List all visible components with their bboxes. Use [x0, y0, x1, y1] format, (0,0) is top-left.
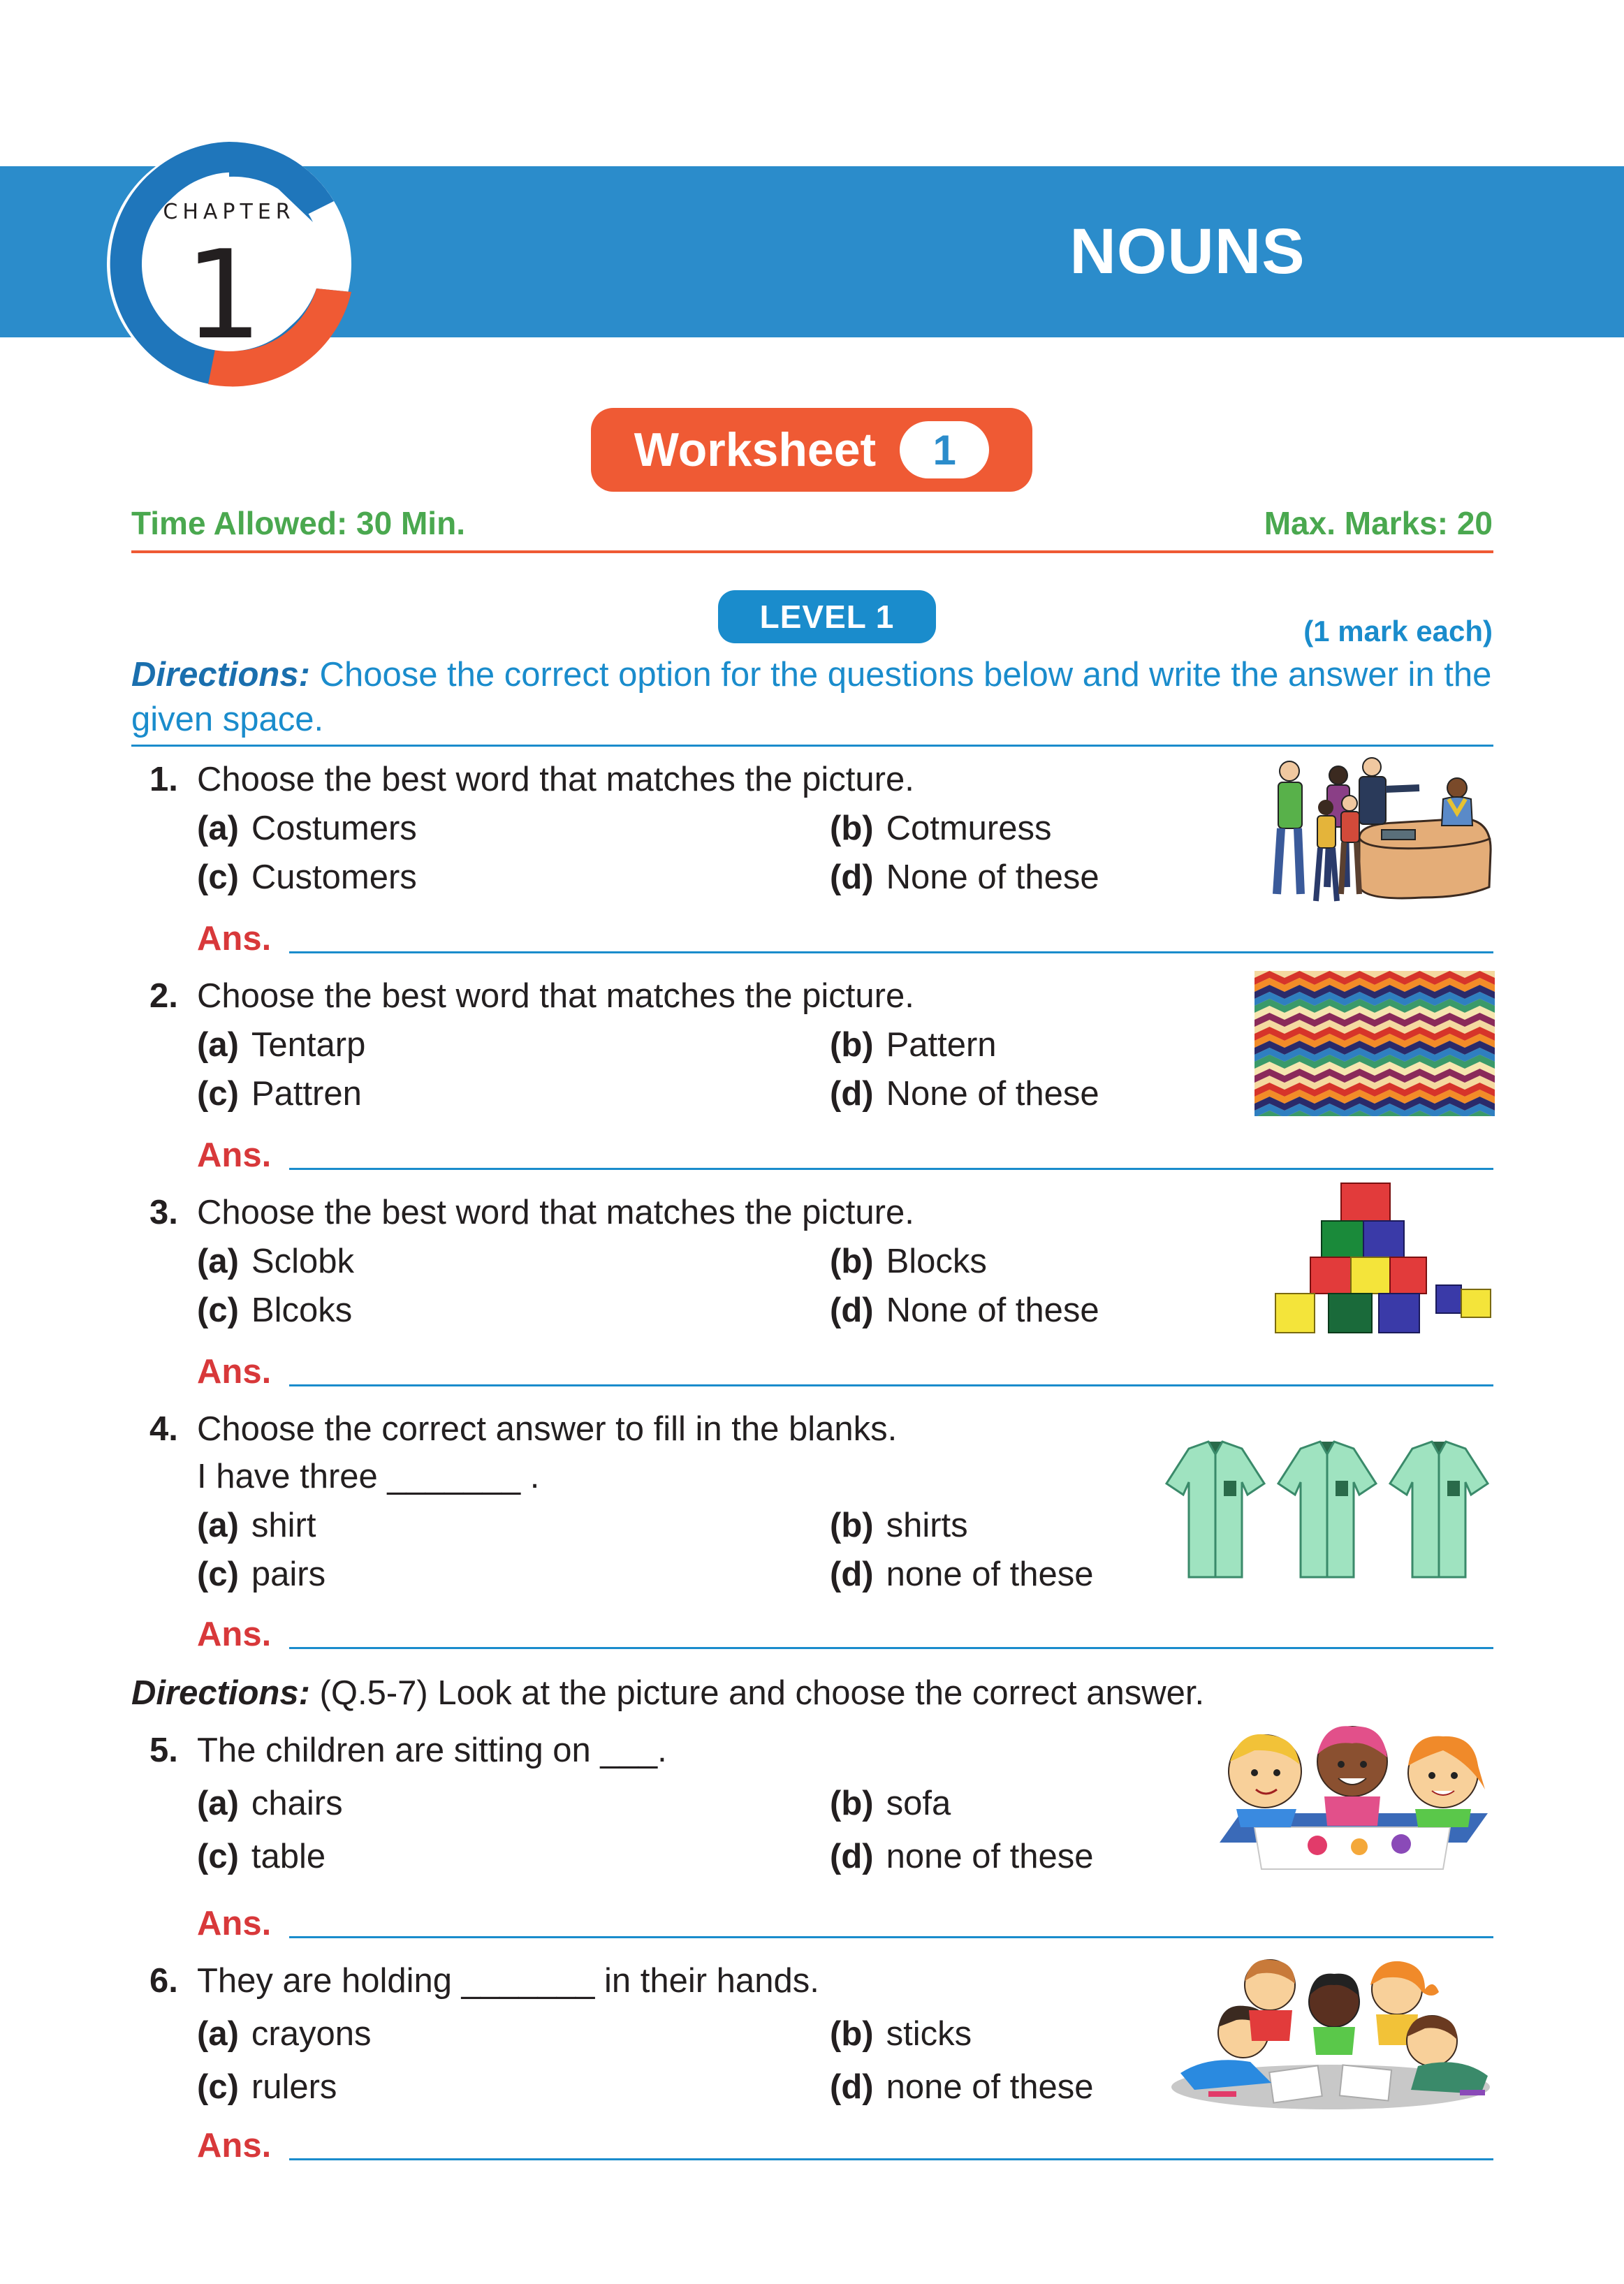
question-number: 3. — [149, 1194, 178, 1231]
option-d — [830, 2067, 1094, 2107]
option-text: table — [251, 1838, 326, 1875]
directions — [131, 1671, 1500, 1715]
option-a — [197, 809, 417, 848]
option-a — [197, 1784, 343, 1823]
answer-label: Ans. — [197, 920, 272, 958]
divider — [131, 550, 1493, 553]
answer-line[interactable] — [289, 1168, 1493, 1170]
option-d — [830, 1555, 1094, 1594]
answer-label: Ans. — [197, 1353, 272, 1391]
option-text: pairs — [251, 1555, 326, 1593]
option-key: (b) — [830, 1785, 874, 1822]
option-key: (a) — [197, 1785, 239, 1822]
directions — [131, 652, 1500, 742]
option-text: sofa — [886, 1785, 951, 1822]
answer-line[interactable] — [289, 1936, 1493, 1938]
worksheet-label: Worksheet — [634, 423, 877, 476]
question-stem: Choose the best word that matches the picture. — [197, 977, 914, 1015]
option-key: (a) — [197, 810, 239, 847]
option-b — [830, 809, 1051, 848]
answer-label: Ans. — [197, 1905, 272, 1942]
option-key: (d) — [830, 1075, 874, 1113]
option-text: shirts — [886, 1507, 968, 1544]
option-text: sticks — [886, 2015, 972, 2053]
children-lying-picture — [1166, 1950, 1495, 2112]
option-text: Pattern — [886, 1026, 997, 1064]
option-key: (a) — [197, 1507, 239, 1544]
question-number: 4. — [149, 1410, 178, 1448]
answer-line[interactable] — [289, 951, 1493, 953]
directions-text: Choose the correct option for the questions below and write the answer in the given space. — [131, 656, 1492, 738]
mark-note: (1 mark each) — [1303, 615, 1493, 647]
option-c — [197, 1555, 325, 1594]
option-key: (d) — [830, 1291, 874, 1329]
option-b — [830, 1784, 951, 1823]
option-key: (a) — [197, 1243, 239, 1280]
divider — [131, 745, 1493, 747]
option-text: none of these — [886, 1555, 1094, 1593]
option-c — [197, 1291, 352, 1330]
option-text: crayons — [251, 2015, 372, 2053]
option-text: None of these — [886, 1075, 1099, 1113]
option-key: (a) — [197, 2015, 239, 2053]
question-stem: Choose the best word that matches the picture. — [197, 1194, 914, 1231]
option-d — [830, 1074, 1099, 1113]
option-key: (d) — [830, 2068, 874, 2106]
option-b — [830, 2014, 972, 2054]
directions-lead: Directions: — [131, 656, 310, 694]
question-stem: Choose the best word that matches the picture. — [197, 761, 914, 798]
answer-line[interactable] — [289, 1384, 1493, 1386]
option-key: (b) — [830, 810, 874, 847]
pattern-picture — [1254, 971, 1495, 1116]
directions-lead: Directions: — [131, 1674, 310, 1712]
worksheet-badge — [591, 408, 1032, 492]
option-a — [197, 1506, 316, 1545]
question-number: 2. — [149, 977, 178, 1015]
option-b — [830, 1242, 987, 1281]
option-c — [197, 858, 417, 897]
level-badge: LEVEL 1 — [718, 590, 936, 643]
option-text: shirt — [251, 1507, 316, 1544]
option-key: (c) — [197, 1838, 239, 1875]
option-text: Tentarp — [251, 1026, 366, 1064]
option-key: (d) — [830, 1555, 874, 1593]
option-a — [197, 1242, 354, 1281]
children-drawing-picture — [1213, 1722, 1495, 1876]
question-stem-line2: I have three _______ . — [197, 1458, 540, 1495]
option-a — [197, 1025, 365, 1064]
question-stem: Choose the correct answer to fill in the blanks. — [197, 1410, 898, 1448]
option-text: Sclobk — [251, 1243, 354, 1280]
option-key: (c) — [197, 1555, 239, 1593]
chapter-title: NOUNS — [1069, 216, 1305, 287]
option-key: (d) — [830, 1838, 874, 1875]
worksheet-number: 1 — [900, 421, 989, 478]
option-text: Blocks — [886, 1243, 987, 1280]
option-key: (c) — [197, 1075, 239, 1113]
chapter-label: CHAPTER — [163, 200, 295, 224]
option-text: Customers — [251, 858, 417, 896]
question-number: 5. — [149, 1732, 178, 1769]
option-text: Pattren — [251, 1075, 362, 1113]
option-text: none of these — [886, 2068, 1094, 2106]
option-text: none of these — [886, 1838, 1094, 1875]
answer-line[interactable] — [289, 1647, 1493, 1649]
answer-label: Ans. — [197, 1136, 272, 1174]
option-key: (c) — [197, 2068, 239, 2106]
question-stem: The children are sitting on ___. — [197, 1732, 667, 1769]
question-number: 1. — [149, 761, 178, 798]
option-key: (c) — [197, 858, 239, 896]
option-text: Cotmuress — [886, 810, 1052, 847]
question-stem: They are holding _______ in their hands. — [197, 1962, 819, 2000]
option-key: (b) — [830, 1243, 874, 1280]
option-d — [830, 858, 1099, 897]
option-b — [830, 1506, 968, 1545]
question-number: 6. — [149, 1962, 178, 2000]
answer-label: Ans. — [197, 1616, 272, 1653]
option-text: chairs — [251, 1785, 343, 1822]
shirts-picture — [1160, 1437, 1495, 1581]
option-key: (c) — [197, 1291, 239, 1329]
option-key: (b) — [830, 1507, 874, 1544]
customers-picture — [1254, 754, 1495, 909]
chapter-badge — [103, 124, 355, 404]
option-text: None of these — [886, 858, 1099, 896]
blocks-picture — [1271, 1180, 1495, 1335]
time-allowed: Time Allowed: 30 Min. — [131, 505, 465, 541]
option-a — [197, 2014, 371, 2054]
option-c — [197, 1074, 362, 1113]
option-text: rulers — [251, 2068, 337, 2106]
option-d — [830, 1837, 1094, 1876]
option-d — [830, 1291, 1099, 1330]
option-text: None of these — [886, 1291, 1099, 1329]
option-text: Costumers — [251, 810, 417, 847]
option-text: Blcoks — [251, 1291, 353, 1329]
option-key: (b) — [830, 1026, 874, 1064]
answer-line[interactable] — [289, 2158, 1493, 2160]
option-c — [197, 2067, 337, 2107]
option-b — [830, 1025, 997, 1064]
max-marks: Max. Marks: 20 — [1264, 505, 1493, 541]
option-key: (b) — [830, 2015, 874, 2053]
option-c — [197, 1837, 325, 1876]
option-key: (d) — [830, 858, 874, 896]
option-key: (a) — [197, 1026, 239, 1064]
chapter-number: 1 — [184, 225, 263, 367]
directions-text: (Q.5-7) Look at the picture and choose the correct answer. — [309, 1674, 1205, 1712]
answer-label: Ans. — [197, 2127, 272, 2165]
